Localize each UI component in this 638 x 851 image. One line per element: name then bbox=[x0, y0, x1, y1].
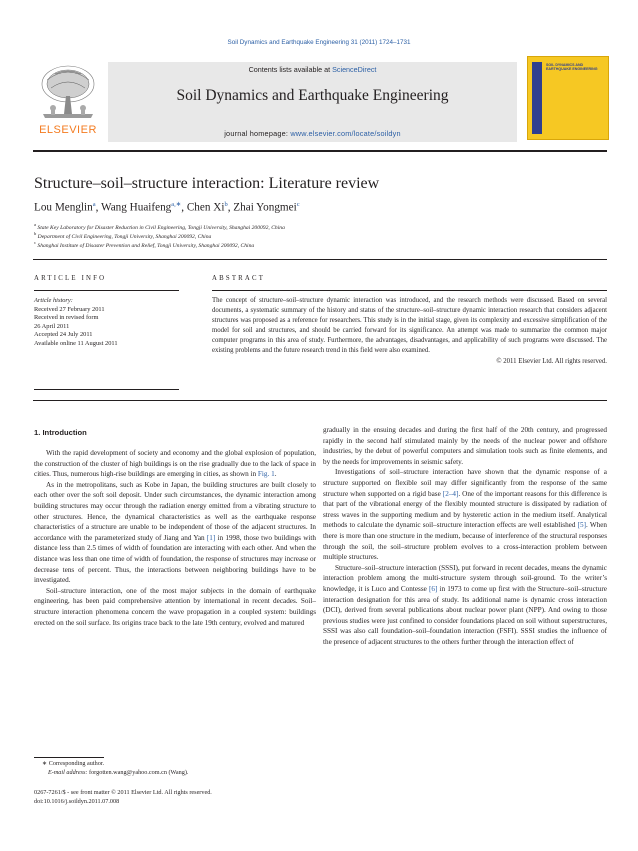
author-list: Lou Menglin$^a$, Wang Huaifeng$^{a,∗}$, Chen Xi$^b$, Zhai Yongmei$^c$ bbox=[34, 201, 300, 214]
abstract-heading: ABSTRACT bbox=[212, 275, 266, 282]
doi-line[interactable]: doi:10.1016/j.soildyn.2011.07.008 bbox=[34, 798, 120, 805]
author-name: Chen Xi bbox=[186, 201, 225, 214]
affiliation-b: $^b$ Department of Civil Engineering, Tongji University, Shanghai 200092, China bbox=[34, 231, 212, 240]
email-line bbox=[34, 768, 188, 777]
cover-strip bbox=[532, 62, 542, 134]
banner-center-panel bbox=[108, 62, 517, 142]
running-head: Soil Dynamics and Earthquake Engineering 31 (2011) 1724–1731 bbox=[227, 39, 411, 46]
abstract-body bbox=[212, 296, 607, 367]
author-affiliation-mark: c bbox=[296, 201, 300, 208]
history-line: 26 April 2011 bbox=[34, 322, 70, 330]
issn-line: 0267-7261/$ - see front matter © 2011 Elsevier Ltd. All rights reserved. bbox=[34, 789, 212, 796]
contents-line bbox=[108, 65, 517, 74]
homepage-link[interactable]: www.elsevier.com/locate/soildyn bbox=[290, 129, 401, 138]
paragraph-text: Investigations of soil–structure interaction have shown that the dynamic response of a structure supported on flexible soil may differ significantly from the response of the same structure when supported on a rigid base bbox=[323, 468, 607, 498]
paragraph-text: . When there is more than one structure in the medium, because of interference of the structural responses through the soil, the soil–structure problem evolves to a cross-interaction problem between multiple structures. bbox=[323, 521, 607, 562]
abstract-copyright: © 2011 Elsevier Ltd. All rights reserved. bbox=[496, 357, 607, 365]
journal-cover-thumbnail bbox=[527, 56, 609, 140]
paragraph-text: . bbox=[274, 470, 277, 479]
body-column-right bbox=[323, 425, 607, 647]
email-label: E-mail address: bbox=[48, 769, 88, 776]
paragraph-text: gradually in the ensuing decades and during the first half of the 20th century, and progressed rapidly in the second half stimulated mainly by the needs of the nuclear power and offshore industries, by the debut of powerful computers and simulation tools such as finite elements, and by the needs for improvements in seismic safety. bbox=[323, 426, 607, 466]
citation-link[interactable]: [1] bbox=[206, 533, 216, 542]
citation-link[interactable]: [5] bbox=[577, 521, 586, 530]
history-line: Received 27 February 2011 bbox=[34, 305, 105, 313]
abstract-text: The concept of structure–soil–structure dynamic interaction was introduced, and the research methods were discussed. Based on several documents, a systematic summary of the history and status of the structure–soil–structure dynamic interaction research that considers adjacent structures was proposed as a reference for researchers. This study is in the initial stage, given its complexity and excessive simplification of the model for soil and structures, and should be carried forward for its significance. An attempt was made to summarize the common major computer programs in this area of study. Furthermore, the advantages, disadvantages, and applicability of such programs were discussed. The existing problems and the future research trend in this field were also examined. bbox=[212, 297, 607, 355]
paragraph-text: . One of the important reasons for this difference is that part of the vibrational energy of the flexibly mounted structure is dissipated by radiation of stress waves in the supporting medium and by hysteretic action in the medium itself. Analytical methods to calculate the dynamic soil–structure interaction effects are well established bbox=[323, 489, 607, 530]
citation-link[interactable]: [2–4] bbox=[442, 489, 459, 498]
author-name: Lou Menglin bbox=[34, 201, 93, 214]
corresponding-author-note bbox=[34, 759, 188, 777]
paragraph-text: With the rapid development of society and economy and the global explosion of population, the construction of the cluster of high buildings is on the rise gradually due to the lack of space in cities. Thus, numerous high-rise buildings are emerging in cities, as shown in bbox=[34, 449, 316, 479]
paragraph bbox=[323, 467, 607, 562]
author-affiliation-mark: a bbox=[92, 201, 96, 208]
paragraph-text: As in the metropolitans, such as Kobe in Japan, the building structures are built closely to each other over the soft soil deposit. Under such circumstances, the dynamic interaction among building structures may occur through the radiation energy emitted from a vibrating structure to other structures. Hence, the dynamical characteristics as well as the earthquake response characteristics of a structure are unable to be independent of those of the adjacent structures. In accordance with the parameterized study of Jiang and Yan bbox=[34, 480, 316, 542]
cover-title: SOIL DYNAMICS AND EARTHQUAKE ENGINEERING bbox=[546, 63, 598, 72]
citation-link[interactable]: Fig. 1 bbox=[257, 470, 275, 479]
front-matter-rule bbox=[33, 400, 607, 401]
paragraph bbox=[34, 480, 316, 586]
paragraph-text: in 1973 to come up first with the Structure–soil–structure interaction designation for this area of study. Its additional name is dynamic cross interaction (DCI), derived from several publications about nuclear power plant (NPP). And owing to those previous studies were just confined to consider foundations placed on soil without superstructures, SSSI was also call foundation–soil–foundation interaction (FSFI). SSSI studies the influence of the presence of adjacent structures to the others further through the interaction effect of bbox=[323, 584, 607, 646]
imprint bbox=[34, 788, 212, 806]
affiliation-c: $^c$ Shanghai Institute of Disaster Prevention and Relief, Tongji University, Shanghai 200092, China bbox=[34, 240, 255, 249]
history-line: Received in revised form bbox=[34, 314, 99, 321]
paragraph bbox=[323, 563, 607, 648]
author-name: Wang Huaifeng bbox=[101, 201, 172, 214]
affiliation-a: $^a$ State Key Laboratory for Disaster Reduction in Civil Engineering, Tongji University, Shanghai 200092, China bbox=[34, 222, 285, 231]
author-affiliation-mark: b bbox=[224, 201, 228, 208]
history-label: Article history: bbox=[34, 297, 73, 304]
footnote-rule bbox=[34, 757, 104, 758]
citation-link[interactable]: [6] bbox=[428, 584, 438, 593]
history-line: Available online 11 August 2011 bbox=[34, 339, 118, 347]
article-history bbox=[34, 297, 179, 348]
contents-prefix: Contents lists available at bbox=[248, 65, 333, 74]
history-line: Accepted 24 July 2011 bbox=[34, 331, 93, 338]
article-info-bottom-rule bbox=[34, 389, 179, 390]
paragraph-text: Structure–soil–structure interaction (SSSI), put forward in recent decades, means the dynamic interaction problem among the multi-structure system through soil-ground. To the writer’s knowledge, it is Luco and Contesse bbox=[323, 563, 607, 593]
elsevier-wordmark: ELSEVIER bbox=[39, 124, 97, 136]
sciencedirect-link[interactable]: ScienceDirect bbox=[332, 65, 377, 74]
article-info-heading: ARTICLE INFO bbox=[34, 275, 107, 282]
homepage-prefix: journal homepage: bbox=[224, 129, 291, 138]
corresponding-label: ∗ Corresponding author. bbox=[42, 760, 105, 767]
abstract-rule bbox=[212, 290, 607, 291]
paragraph bbox=[323, 425, 607, 467]
paragraph-text: Soil–structure interaction, one of the most major subjects in the domain of earthquake engineering, has been paid comprehensive attention by international in recent decades. Soil–structure interaction phenomena concern the wave propagation in a coupled system: buildings erected on the soil surface. Its origins trace back to the late 19th century, evolved and matured bbox=[34, 586, 316, 627]
journal-title: Soil Dynamics and Earthquake Engineering bbox=[176, 87, 449, 104]
journal-banner bbox=[33, 56, 607, 146]
email-address[interactable]: forgotten.wang@yahoo.com.cn (Wang). bbox=[87, 769, 189, 776]
paragraph bbox=[34, 448, 316, 480]
article-title: Structure–soil–structure interaction: Literature review bbox=[34, 175, 380, 192]
banner-rule bbox=[33, 150, 607, 152]
header-rule bbox=[33, 259, 607, 260]
homepage-line bbox=[108, 129, 517, 138]
author-name: Zhai Yongmei bbox=[233, 201, 297, 214]
paragraph-text: in 1998, those two buildings with distance less than 2.5 times of width of foundation are interacting with each other. And when the distance was less than one time of width of foundation, the response of structures may increase or decrease tens of percent. Thus, the interactions between neighboring buildings have to be investigated. bbox=[34, 533, 316, 585]
paragraph bbox=[34, 586, 316, 628]
author-affiliation-mark: a,∗ bbox=[171, 201, 182, 208]
body-column-left bbox=[34, 448, 316, 628]
article-info-rule bbox=[34, 290, 179, 291]
section-heading-introduction: 1. Introduction bbox=[34, 428, 87, 437]
